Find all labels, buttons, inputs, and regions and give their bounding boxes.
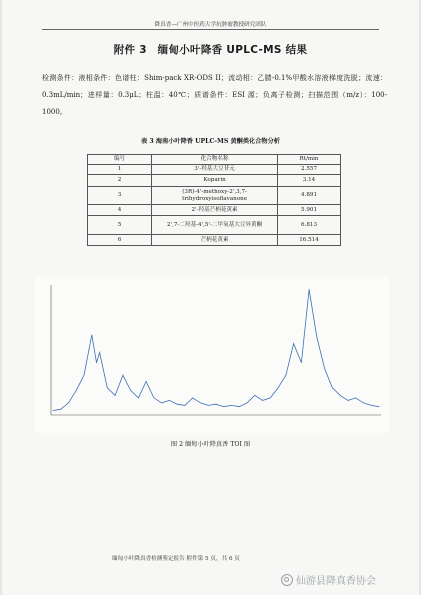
trace-point bbox=[192, 398, 193, 399]
trace-point bbox=[348, 400, 349, 401]
trace-point bbox=[60, 409, 61, 410]
header-compound: 化合物名称 bbox=[152, 155, 278, 165]
trace-point bbox=[355, 398, 356, 399]
table-row bbox=[88, 205, 341, 216]
figure-caption: 图 2 缅甸小叶降真香 TOI 图 bbox=[170, 441, 251, 448]
wechat-watermark bbox=[281, 572, 376, 587]
trace-point bbox=[278, 387, 279, 388]
page-title: 附件 3 缅甸小叶降香 UPLC-MS 结果 bbox=[113, 44, 308, 56]
flavonoid-table bbox=[87, 154, 341, 246]
trace-point bbox=[53, 410, 54, 411]
header-rule bbox=[42, 29, 379, 30]
detection-conditions-paragraph: 检测条件：液相条件：色谱柱：Shim-pack XR-ODS II；流动相：乙腈-0.1%甲酸水溶液梯度洗脱；流速：0.3mL/min；进样量：0.3μL；柱温：40℃；质谱条件：ESI 源；负离子检测；扫描范围（m/z）：100-1000。 bbox=[42, 74, 387, 116]
trace-point bbox=[239, 406, 240, 407]
row-compound: (3R)-4'-methoxy-2',3,7-trihydroxyisoflavanone bbox=[152, 187, 278, 205]
trace-point bbox=[324, 369, 325, 370]
trace-point bbox=[332, 387, 333, 388]
trace-point bbox=[91, 335, 92, 336]
row-compound: 2',7-二羟基-4',5'-二甲氧基大豆异黄酮 bbox=[152, 216, 278, 235]
row-rt: 5.901 bbox=[278, 205, 341, 216]
trace-point bbox=[169, 400, 170, 401]
trace-point bbox=[317, 337, 318, 338]
trace-point bbox=[254, 395, 255, 396]
table-caption: 表 3 海南小叶降香 UPLC-MS 黄酮类化合物分析 bbox=[141, 138, 280, 145]
wechat-icon bbox=[281, 574, 293, 586]
trace-point bbox=[208, 405, 209, 406]
page-footer: 缅甸小叶降真香检测鉴定报告 附件第 5 页，共 6 页 bbox=[112, 556, 240, 562]
trace-point bbox=[96, 362, 97, 363]
trace-point bbox=[146, 381, 147, 382]
table-row bbox=[88, 216, 341, 235]
trace-point bbox=[293, 343, 294, 344]
running-header: 降真香—广州中医药大学抗肿瘤教授研究团队 bbox=[154, 22, 267, 28]
trace-point bbox=[154, 398, 155, 399]
trace-point bbox=[115, 395, 116, 396]
row-rt: 3.14 bbox=[278, 175, 341, 187]
watermark-text: 仙游县降真香协会 bbox=[296, 576, 376, 587]
row-number: 1 bbox=[88, 165, 152, 175]
row-rt: 6.813 bbox=[278, 216, 341, 235]
trace-point bbox=[301, 362, 302, 363]
trace-point bbox=[231, 405, 232, 406]
trace-point bbox=[68, 403, 69, 404]
trace-point bbox=[99, 352, 100, 353]
trace-point bbox=[247, 403, 248, 404]
row-number: 3 bbox=[88, 187, 152, 205]
row-rt: 2.557 bbox=[278, 165, 341, 175]
trace-point bbox=[340, 395, 341, 396]
table-row bbox=[88, 175, 341, 187]
trace-point bbox=[262, 400, 263, 401]
document-page bbox=[2, 0, 419, 595]
trace-point bbox=[123, 375, 124, 376]
row-compound: 2'-羟基芒柄花黄素 bbox=[152, 205, 278, 216]
row-number: 5 bbox=[88, 216, 152, 235]
row-number: 6 bbox=[88, 235, 152, 246]
trace-point bbox=[371, 405, 372, 406]
trace-point bbox=[379, 406, 380, 407]
table-header-row bbox=[88, 155, 341, 165]
trace-point bbox=[223, 406, 224, 407]
trace-point bbox=[84, 375, 85, 376]
row-compound: 3'-羟基大豆苷元 bbox=[152, 165, 278, 175]
row-compound: Koparin bbox=[152, 175, 278, 187]
trace-point bbox=[309, 289, 310, 290]
trace-point bbox=[216, 404, 217, 405]
row-rt: 4.891 bbox=[278, 187, 341, 205]
trace-point bbox=[177, 404, 178, 405]
row-number: 4 bbox=[88, 205, 152, 216]
trace-point bbox=[363, 403, 364, 404]
table-row bbox=[88, 165, 341, 175]
trace-point bbox=[76, 390, 77, 391]
trace-point bbox=[161, 403, 162, 404]
row-compound: 芒柄花黄素 bbox=[152, 235, 278, 246]
trace-point bbox=[286, 375, 287, 376]
trace-point bbox=[185, 405, 186, 406]
row-rt: 16.514 bbox=[278, 235, 341, 246]
table-row bbox=[88, 235, 341, 246]
trace-point bbox=[107, 387, 108, 388]
header-rt: Rt/min bbox=[278, 155, 341, 165]
trace-point bbox=[130, 390, 131, 391]
table-row bbox=[88, 187, 341, 205]
trace-point bbox=[270, 398, 271, 399]
header-number: 编号 bbox=[88, 155, 152, 165]
row-number: 2 bbox=[88, 175, 152, 187]
trace-point bbox=[200, 403, 201, 404]
toi-chromatogram bbox=[35, 277, 389, 433]
trace-point bbox=[138, 398, 139, 399]
